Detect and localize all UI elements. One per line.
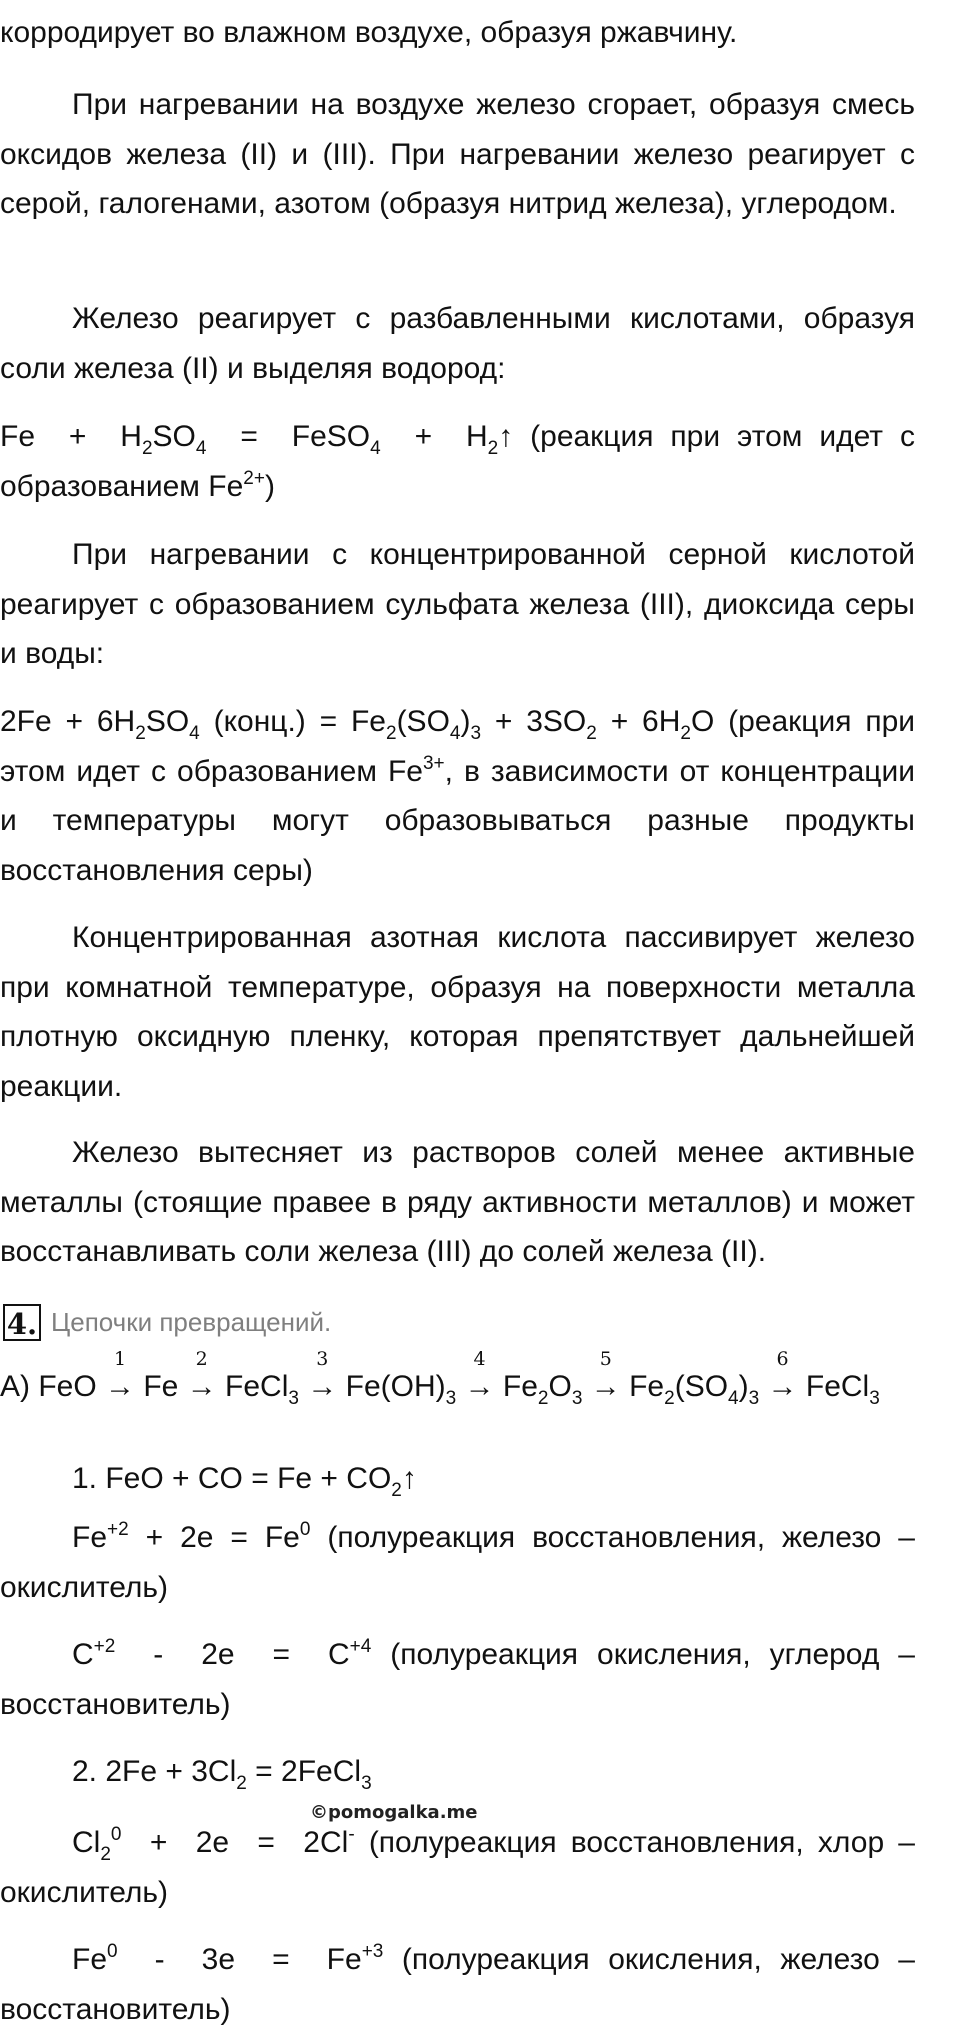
equation-note: (реакция при этом идет с образованием Fe [0, 420, 915, 503]
equation-fe-conc-h2so4: $2Fe + 6H_2SO_4$ (конц.) = $Fe_2(SO_4)_3 + 3SO_2 + 6H_2O$ (реакция при этом идет с образованием $Fe^{3+}$, в зависимости от концентрации и температуры могут образовываться разные продукты восстановления серы) [0, 705, 916, 887]
half-reaction-note: (полуреакция восстановления, железо – окислитель) [0, 1521, 915, 1604]
watermark: ©pomogalka.me [310, 1802, 478, 1823]
equation-note-a: (реакция при этом идет с образованием Fe [0, 705, 916, 788]
chain-label: А) [0, 1370, 30, 1403]
section-title: Цепочки превращений. [51, 1307, 332, 1337]
reaction-2: 2. $2Fe + 3Cl_2$ = 2FeCl$_3$ [72, 1755, 372, 1794]
half-reaction-iron-reduction: $Fe^{+2} + 2e = Fe^0$ (полуреакция восстановления, железо – окислитель) [0, 1519, 915, 1604]
chain-arrow: 3 → [307, 1348, 338, 1403]
chain-arrow: 6 → [767, 1348, 798, 1403]
chain-arrow: 4 → [464, 1348, 495, 1403]
half-reaction-carbon-oxidation: $C^{+2} - 2e = C^{+4}$ (полуреакция окисления, углерод – восстановитель) [0, 1636, 915, 1721]
paragraph-nitric-acid: Концентрированная азотная кислота пассивирует железо при комнатной температуре, образуя на поверхности металла плотную оксидную пленку, которая препятствует дальнейшей реакции. [0, 921, 915, 1103]
section-number: 4. [3, 1304, 41, 1341]
half-reaction-note: (полуреакция окисления, углерод – восстановитель) [0, 1638, 915, 1721]
paragraph-corrosion: корродирует во влажном воздухе, образуя ржавчину. [0, 16, 738, 49]
half-reaction-note: (полуреакция восстановления, хлор – окислитель) [0, 1826, 915, 1909]
equation-text: $Fe + H_2SO_4$ = FeSO$_4$ + $H_2↑$ [0, 420, 514, 459]
chain-arrow: 1 → [105, 1348, 136, 1403]
reaction-1: 1. FeO + CO = $Fe + CO_2↑$ [72, 1462, 417, 1501]
half-reaction-note: (полуреакция окисления, железо – восстановитель) [0, 1943, 915, 2026]
section-heading [3, 1304, 331, 1341]
paragraph-heating-air: При нагревании на воздухе железо сгорает, образуя смесь оксидов железа (II) и (III). При нагревании железо реагирует с серой, галогенами, азотом (образуя нитрид железа), углеродом. [0, 88, 915, 220]
chain-arrow: 5 → [590, 1348, 621, 1403]
equation-note-b: , в зависимости от концентрации и температуры могут образовываться разные продукты восстановления серы) [0, 754, 916, 887]
half-reaction-chlorine-reduction: $Cl_2^0 + 2e = 2Cl^-$ (полуреакция восстановления, хлор – окислитель) [0, 1824, 915, 1909]
half-reaction-iron-oxidation: $Fe^0 - 3e = Fe^{+3}$ (полуреакция окисления, железо – восстановитель) [0, 1941, 915, 2026]
chain-arrow: 2 → [186, 1348, 217, 1403]
equation-text: $2Fe + 6H_2SO_4$ (конц.) = $Fe_2(SO_4)_3 + 3SO_2 + 6H_2O$ [0, 705, 715, 744]
paragraph-dilute-acids: Железо реагирует с разбавленными кислотами, образуя соли железа (II) и выделяя водород: [0, 302, 915, 385]
equation-fe-h2so4: $Fe + H_2SO_4$ = FeSO$_4$ + $H_2↑$ (реакция при этом идет с образованием $Fe^{2+}$) [0, 420, 915, 503]
transformation-chain: А) FeO 1 → Fe 2 → FeCl$_3$ 3 → $Fe(OH)_3$ 4 → $Fe_2O_3$ 5 → $Fe_2(SO_4)_3$ 6 → FeCl$_3$ [0, 1348, 880, 1409]
paragraph-displacement: Железо вытесняет из растворов солей менее активные металлы (стоящие правее в ряду активности металлов) и может восстанавливать соли железа (III) до солей железа (II). [0, 1136, 915, 1268]
paragraph-concentrated-acid: При нагревании с концентрированной серной кислотой реагирует с образованием сульфата железа (III), диоксида серы и воды: [0, 538, 915, 670]
